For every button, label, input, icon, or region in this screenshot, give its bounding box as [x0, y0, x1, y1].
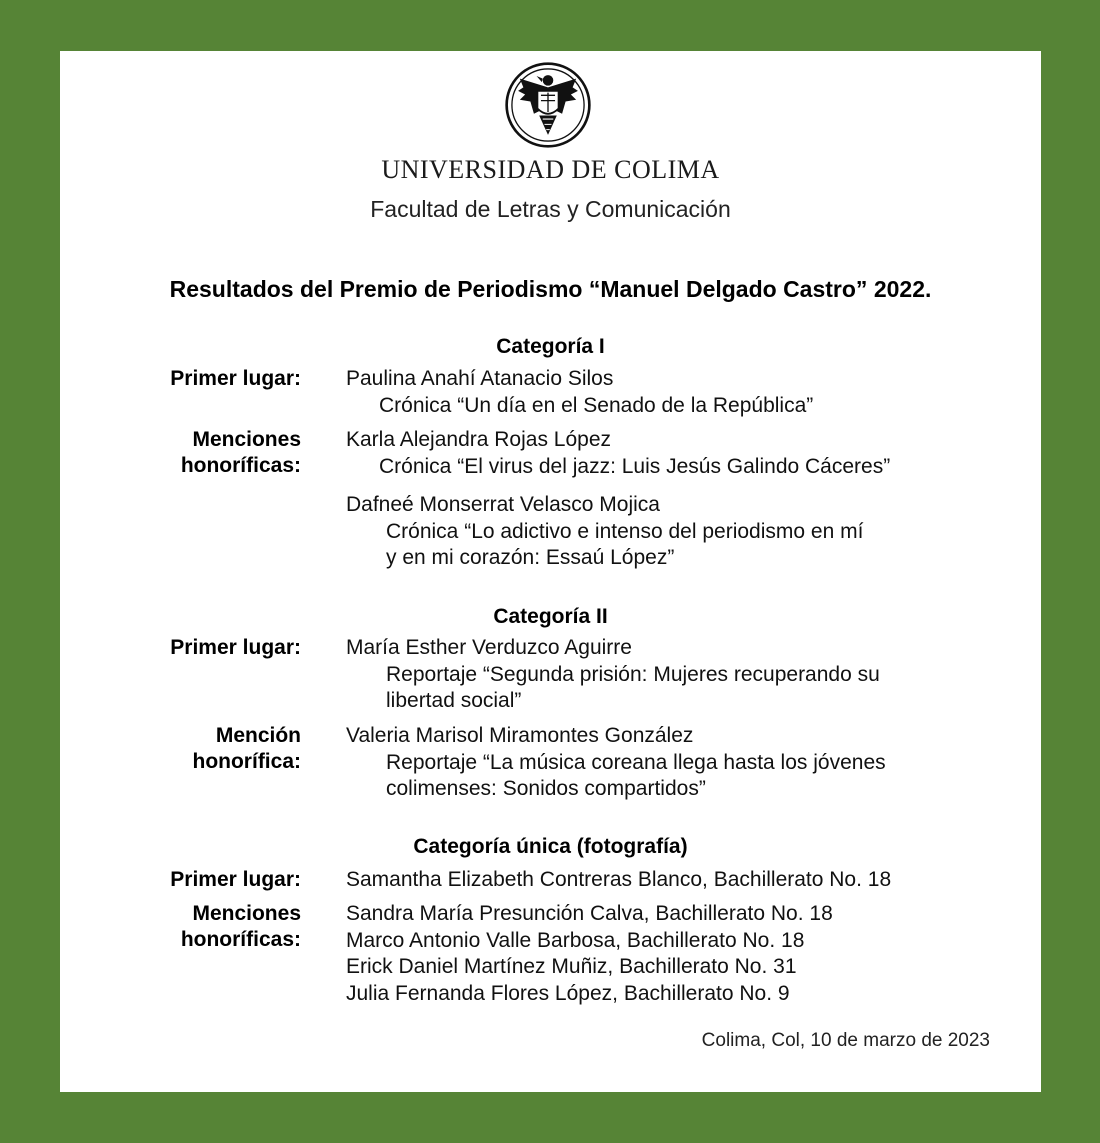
mention-label-line: honorífica: — [192, 750, 301, 773]
mentions-label-line: honoríficas: — [180, 454, 301, 477]
mention-name: Erick Daniel Martínez Muñiz, Bachillerato No. 31 — [346, 955, 797, 978]
mention-entry — [346, 492, 863, 572]
work-title: Crónica “El virus del jazz: Luis Jesús Galindo Cáceres” — [379, 454, 891, 478]
university-name: UNIVERSIDAD DE COLIMA — [381, 155, 720, 184]
mentions-label-line: honoríficas: — [180, 928, 301, 951]
place-date: Colima, Col, 10 de marzo de 2023 — [701, 1030, 990, 1051]
results-title: Resultados del Premio de Periodismo “Manuel Delgado Castro” 2022. — [169, 276, 932, 302]
mention-entry — [346, 723, 886, 803]
mention-entry — [346, 427, 890, 480]
winner-name: Paulina Anahí Atanacio Silos — [346, 367, 614, 390]
mentions-label-line: Menciones — [192, 902, 301, 925]
work-title: Crónica “Lo adictivo e intenso del periodismo en mí — [386, 519, 864, 543]
first-place-label: Primer lugar: — [170, 868, 301, 891]
first-place-entry — [346, 366, 813, 419]
work-title: Crónica “Un día en el Senado de la República” — [379, 393, 814, 417]
category-heading: Categoría II — [493, 605, 608, 628]
mention-name: Marco Antonio Valle Barbosa, Bachillerato No. 18 — [346, 928, 805, 952]
announcement-card — [60, 51, 1041, 1092]
mentions-label — [181, 427, 301, 479]
winner-name: María Esther Verduzco Aguirre — [346, 636, 632, 659]
work-title-cont: y en mi corazón: Essaú López” — [386, 546, 675, 569]
mentions-label-line: Menciones — [192, 428, 301, 451]
work-title-cont: libertad social” — [386, 689, 522, 712]
university-seal-icon — [504, 61, 592, 149]
work-title: Reportaje “Segunda prisión: Mujeres recuperando su — [386, 662, 880, 686]
mention-name: Julia Fernanda Flores López, Bachillerato No. 9 — [346, 981, 790, 1005]
mention-name: Sandra María Presunción Calva, Bachillerato No. 18 — [346, 902, 833, 925]
mention-name: Karla Alejandra Rojas López — [346, 428, 612, 451]
first-place-label: Primer lugar: — [170, 636, 301, 659]
faculty-name: Facultad de Letras y Comunicación — [370, 196, 731, 222]
mentions-label — [181, 901, 301, 953]
first-place-entry — [346, 867, 891, 894]
mention-name: Dafneé Monserrat Velasco Mojica — [346, 493, 660, 516]
work-title: Reportaje “La música coreana llega hasta los jóvenes — [386, 750, 886, 774]
category-heading: Categoría única (fotografía) — [413, 835, 688, 858]
winner-name: Samantha Elizabeth Contreras Blanco, Bachillerato No. 18 — [346, 868, 892, 891]
work-title-cont: colimenses: Sonidos compartidos” — [386, 777, 706, 800]
mentions-list — [346, 901, 833, 1007]
category-heading: Categoría I — [496, 335, 605, 358]
first-place-label: Primer lugar: — [170, 367, 301, 390]
first-place-entry — [346, 635, 880, 715]
mention-name: Valeria Marisol Miramontes González — [346, 724, 694, 747]
mention-label — [193, 723, 302, 775]
mention-label-line: Mención — [215, 724, 301, 747]
